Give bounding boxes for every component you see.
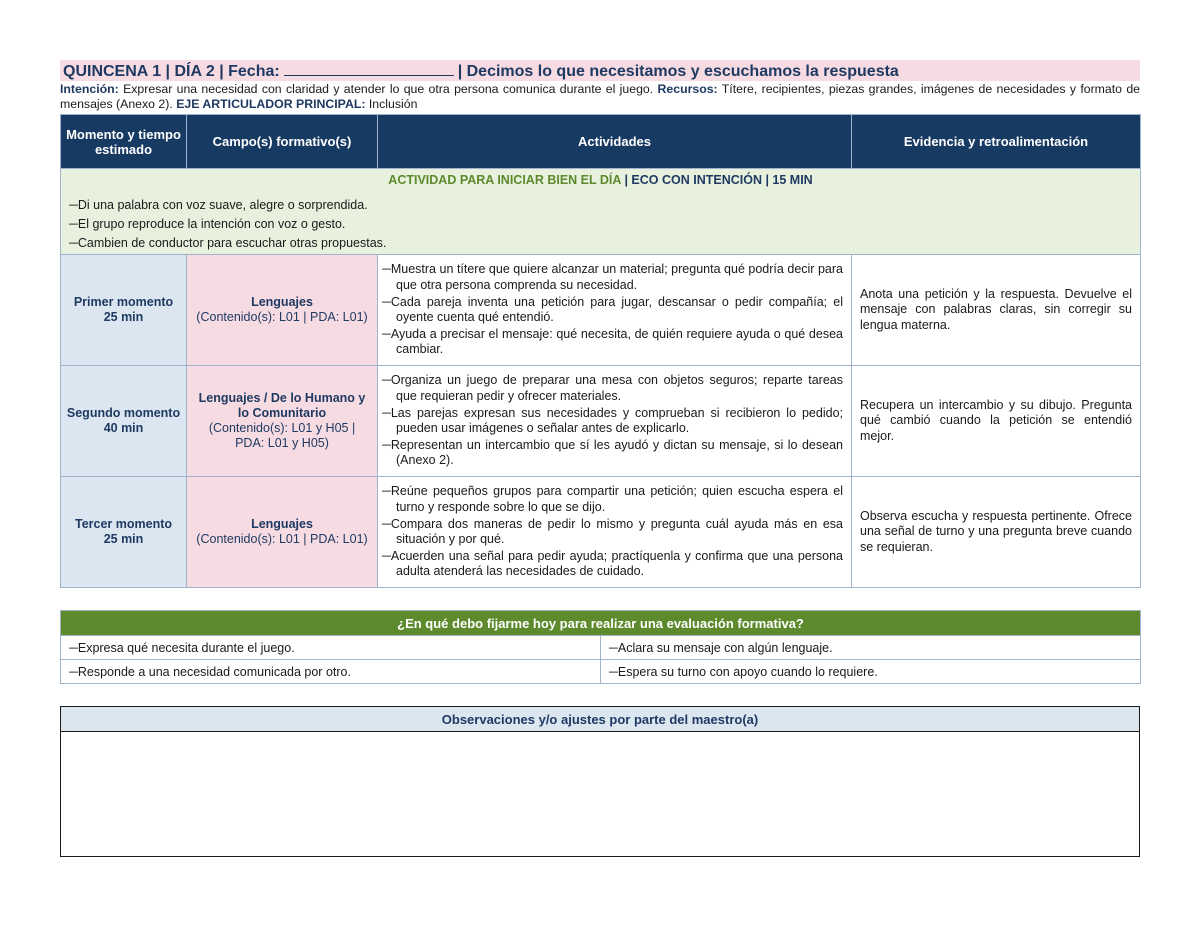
axis-text: Inclusión bbox=[368, 97, 418, 111]
resources-label: Recursos: bbox=[657, 82, 718, 96]
title-start: QUINCENA 1 | DÍA 2 | Fecha: bbox=[63, 63, 280, 80]
warmup-item: ─Di una palabra con voz suave, alegre o sorprendida. bbox=[69, 198, 368, 213]
evidence-cell: Recupera un intercambio y su dibujo. Pregunta qué cambió cuando la petición se entendió mejor. bbox=[852, 366, 1141, 477]
date-blank-line bbox=[284, 60, 454, 76]
page-title bbox=[60, 60, 1140, 81]
campo-cell bbox=[187, 255, 378, 366]
moment-time: 40 min bbox=[103, 421, 144, 435]
intent-label: Intención: bbox=[60, 82, 119, 96]
activity-item: ─Cada pareja inventa una petición para jugar, descansar o pedir compañía; el oyente cuenta qué entendió. bbox=[382, 294, 843, 324]
table-header-row bbox=[61, 115, 1141, 169]
intro-paragraph bbox=[60, 82, 1140, 112]
evidence-cell: Observa escucha y respuesta pertinente. Ofrece una señal de turno y una pregunta breve cuando se requieran. bbox=[852, 477, 1141, 588]
activity-item: ─Acuerden una señal para pedir ayuda; practíquenla y confirma que una persona adulta atenderá las necesidades de cuidado. bbox=[382, 549, 843, 579]
warmup-title bbox=[69, 173, 1132, 188]
warmup-item: ─Cambien de conductor para escuchar otras propuestas. bbox=[69, 236, 387, 251]
activity-item: ─Organiza un juego de preparar una mesa con objetos seguros; reparte tareas que requieran pedir y ofrecer materiales. bbox=[382, 373, 843, 403]
campo-content: (Contenido(s): L01 y H05 | PDA: L01 y H05) bbox=[208, 421, 356, 451]
warmup-cell bbox=[61, 169, 1141, 255]
table-row bbox=[61, 255, 1141, 366]
lesson-plan-page bbox=[60, 60, 1140, 857]
warmup-item: ─El grupo reproduce la intención con voz o gesto. bbox=[69, 217, 346, 232]
moment-name: Segundo momento bbox=[66, 405, 181, 420]
header-activities: Actividades bbox=[378, 115, 852, 169]
moment-cell bbox=[61, 255, 187, 366]
warmup-title-green: ACTIVIDAD PARA INICIAR BIEN EL DÍA bbox=[388, 173, 621, 187]
activity-item: ─Las parejas expresan sus necesidades y comprueban si recibieron lo pedido; pueden usar imágenes o señalar antes de explicarlo. bbox=[382, 405, 843, 435]
evaluation-item: ─Aclara su mensaje con algún lenguaje. bbox=[601, 636, 1141, 660]
moment-time: 25 min bbox=[103, 310, 144, 324]
table-row bbox=[61, 366, 1141, 477]
evaluation-item: ─Responde a una necesidad comunicada por otro. bbox=[61, 660, 601, 684]
observations-title: Observaciones y/o ajustes por parte del maestro(a) bbox=[61, 707, 1140, 732]
activities-cell bbox=[378, 255, 852, 366]
moment-cell bbox=[61, 477, 187, 588]
evaluation-table bbox=[60, 610, 1141, 684]
header-campo: Campo(s) formativo(s) bbox=[187, 115, 378, 169]
activity-item: ─Muestra un títere que quiere alcanzar un material; pregunta qué podría decir para que otra persona comprenda su necesidad. bbox=[382, 262, 843, 292]
warmup-row bbox=[61, 169, 1141, 255]
activity-item: ─Reúne pequeños grupos para compartir una petición; quien escucha espera el turno y responde sobre lo que se dijo. bbox=[382, 484, 843, 514]
campo-content: (Contenido(s): L01 | PDA: L01) bbox=[196, 310, 368, 324]
activities-cell bbox=[378, 477, 852, 588]
campo-name: Lenguajes bbox=[251, 294, 313, 309]
campo-name: Lenguajes / De lo Humano y lo Comunitario bbox=[198, 390, 366, 420]
activity-item: ─Representan un intercambio que sí les ayudó y dictan su mensaje, si lo desean (Anexo 2). bbox=[382, 438, 843, 468]
moment-name: Primer momento bbox=[73, 294, 174, 309]
observations-table bbox=[60, 706, 1140, 857]
warmup-title-blue: | ECO CON INTENCIÓN | 15 MIN bbox=[624, 173, 813, 187]
moment-time: 25 min bbox=[103, 532, 144, 546]
table-row bbox=[61, 477, 1141, 588]
title-end: | Decimos lo que necesitamos y escuchamos la respuesta bbox=[457, 63, 899, 80]
campo-cell bbox=[187, 477, 378, 588]
header-moment: Momento y tiempo estimado bbox=[61, 115, 187, 169]
evaluation-item: ─Espera su turno con apoyo cuando lo requiere. bbox=[601, 660, 1141, 684]
evaluation-item: ─Expresa qué necesita durante el juego. bbox=[61, 636, 601, 660]
campo-name: Lenguajes bbox=[251, 516, 313, 531]
campo-cell bbox=[187, 366, 378, 477]
table-row bbox=[61, 660, 1141, 684]
campo-content: (Contenido(s): L01 | PDA: L01) bbox=[196, 532, 368, 546]
evidence-cell: Anota una petición y la respuesta. Devuelve el mensaje con palabras claras, sin corregir su lengua materna. bbox=[852, 255, 1141, 366]
intent-text: Expresar una necesidad con claridad y atender lo que otra persona comunica durante el juego. bbox=[123, 82, 654, 96]
activities-table bbox=[60, 114, 1141, 588]
table-row bbox=[61, 636, 1141, 660]
activities-cell bbox=[378, 366, 852, 477]
header-evidence: Evidencia y retroalimentación bbox=[852, 115, 1141, 169]
axis-label: EJE ARTICULADOR PRINCIPAL: bbox=[176, 97, 366, 111]
moment-name: Tercer momento bbox=[74, 516, 172, 531]
moment-cell bbox=[61, 366, 187, 477]
evaluation-title: ¿En qué debo fijarme hoy para realizar una evaluación formativa? bbox=[61, 611, 1141, 636]
observations-area[interactable] bbox=[61, 732, 1140, 857]
activity-item: ─Ayuda a precisar el mensaje: qué necesita, de quién requiere ayuda o qué desea cambiar. bbox=[382, 327, 843, 357]
activity-item: ─Compara dos maneras de pedir lo mismo y pregunta cuál ayuda más en esa situación y por qué. bbox=[382, 516, 843, 546]
resources-text: Títere, recipientes, piezas grandes, imágenes de necesidades y formato de mensajes (Anexo 2). bbox=[60, 82, 1141, 111]
